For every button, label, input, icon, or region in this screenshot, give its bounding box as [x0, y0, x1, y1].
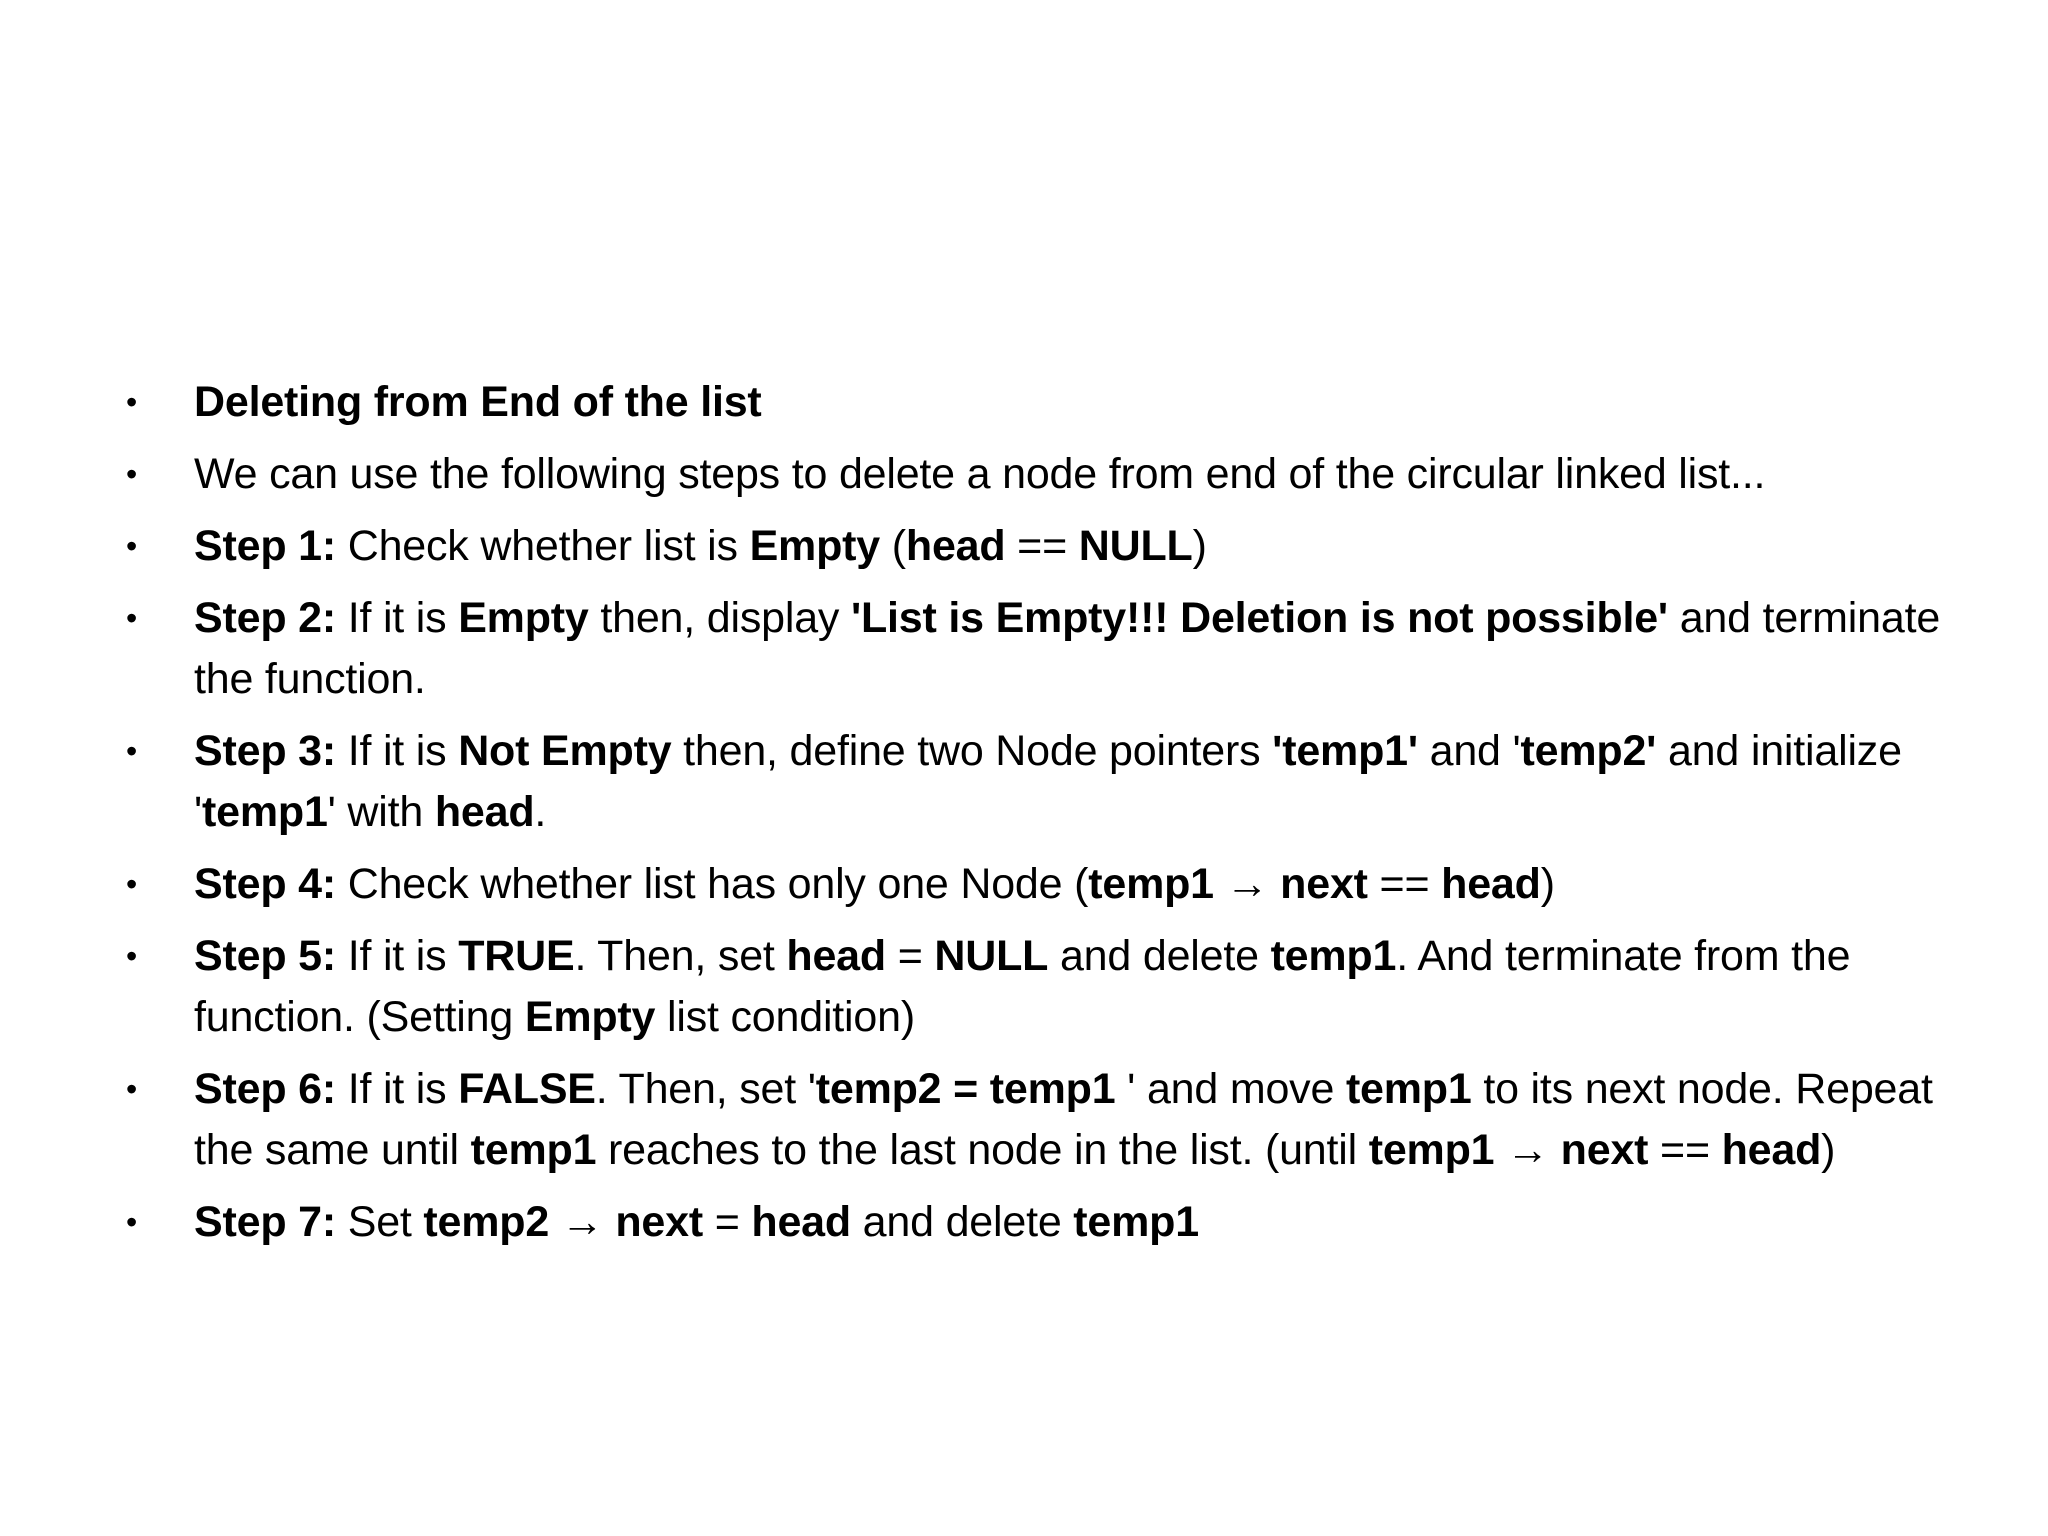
text-segment-bold: NULL [1078, 522, 1193, 570]
step-label: Step 5: [194, 932, 336, 980]
bullet-dot-icon: • [126, 1204, 138, 1240]
text-segment: == [1367, 860, 1442, 908]
step-label: Step 2: [194, 594, 336, 642]
step-label: Step 7: [194, 1198, 336, 1246]
bullet-dot-icon: • [126, 733, 138, 769]
text-segment-bold: temp1 [1270, 932, 1397, 980]
text-segment: If it is [335, 727, 459, 775]
bullet-item-step-2 [120, 588, 1950, 710]
text-segment-bold: temp2' [1520, 727, 1657, 775]
bullet-item-step-5 [120, 926, 1950, 1048]
text-segment: == [1648, 1126, 1722, 1174]
bullet-dot-icon: • [126, 938, 138, 974]
text-segment-bold: head [751, 1198, 851, 1246]
text-segment: . [534, 788, 547, 836]
text-segment-bold: Empty [524, 993, 656, 1041]
text-segment: and delete [850, 1198, 1074, 1246]
bullet-list [120, 372, 1950, 1264]
text-segment-bold: head [1721, 1126, 1822, 1174]
text-segment: If it is [335, 594, 459, 642]
bullet-dot-icon: • [126, 1071, 138, 1107]
text-segment-bold: NULL [934, 932, 1049, 980]
text-segment-bold: temp1 → next [1088, 860, 1368, 908]
text-segment-bold: 'List is Empty!!! Deletion is not possible' [850, 594, 1668, 642]
bullet-item-step-7 [120, 1192, 1950, 1253]
text-segment: and terminate the function. [194, 594, 1941, 703]
text-segment-bold: head [1441, 860, 1541, 908]
text-segment: We can use the following steps to delete a node from end of the circular linked list... [194, 450, 1766, 498]
text-segment-bold: head [905, 522, 1006, 570]
text-segment: Check whether list is [335, 522, 750, 570]
text-segment-bold: Empty [458, 594, 589, 642]
bullet-item-step-3 [120, 721, 1950, 843]
step-label: Step 1: [194, 522, 336, 570]
text-segment: then, display [588, 594, 851, 642]
text-segment: ) [1192, 522, 1207, 570]
text-segment-bold: Not Empty [458, 727, 672, 775]
text-segment: reaches to the last node in the list. (until [596, 1126, 1369, 1174]
text-segment-bold: temp2 → next [423, 1198, 703, 1246]
bullet-dot-icon: • [126, 600, 138, 636]
bullet-item-title [120, 372, 1950, 433]
bullet-item-intro [120, 444, 1950, 505]
text-segment: If it is [335, 932, 459, 980]
text-segment-bold: temp1 → next [1368, 1126, 1649, 1174]
bullet-dot-icon: • [126, 456, 138, 492]
text-segment-bold: Empty [749, 522, 880, 570]
text-segment: to its next node. Repeat the same until [194, 1065, 1933, 1174]
text-segment-bold: head [434, 788, 535, 836]
text-segment-bold: TRUE [458, 932, 575, 980]
text-segment: = [885, 932, 935, 980]
step-label: Step 6: [194, 1065, 336, 1113]
text-segment: == [1005, 522, 1079, 570]
text-segment: . Then, set [574, 932, 787, 980]
text-segment: and delete [1048, 932, 1271, 980]
text-segment-bold: 'temp1' [1272, 727, 1418, 775]
text-segment: and initialize ' [194, 727, 1902, 836]
text-segment-bold: temp1 [202, 788, 328, 836]
text-segment: . And terminate from the function. (Setting [194, 932, 1851, 1041]
text-segment: then, define two Node pointers [671, 727, 1273, 775]
text-segment-bold: temp1 [470, 1126, 597, 1174]
text-segment: ' and move [1115, 1065, 1346, 1113]
text-segment: ( [880, 522, 906, 570]
text-segment: = [702, 1198, 752, 1246]
bullet-dot-icon: • [126, 866, 138, 902]
step-label: Step 4: [194, 860, 336, 908]
text-segment: ' with [327, 788, 435, 836]
list-heading: Deleting from End of the list [194, 378, 762, 426]
text-segment: Check whether list has only one Node ( [335, 860, 1089, 908]
text-segment: and ' [1417, 727, 1521, 775]
text-segment-bold: temp1 [1345, 1065, 1472, 1113]
text-segment: If it is [335, 1065, 459, 1113]
text-segment-bold: temp2 = temp1 [815, 1065, 1116, 1113]
text-segment-bold: temp1 [1073, 1198, 1199, 1246]
bullet-item-step-4 [120, 854, 1950, 915]
bullet-item-step-6 [120, 1059, 1950, 1181]
text-segment: ) [1821, 1126, 1836, 1174]
bullet-item-step-1 [120, 516, 1950, 577]
bullet-dot-icon: • [126, 384, 138, 420]
step-label: Step 3: [194, 727, 336, 775]
text-segment-bold: FALSE [458, 1065, 596, 1113]
text-segment-bold: head [786, 932, 886, 980]
text-segment: ) [1540, 860, 1555, 908]
text-segment: list condition) [655, 993, 915, 1041]
bullet-dot-icon: • [126, 528, 138, 564]
text-segment: . Then, set ' [595, 1065, 816, 1113]
text-segment: Set [335, 1198, 424, 1246]
